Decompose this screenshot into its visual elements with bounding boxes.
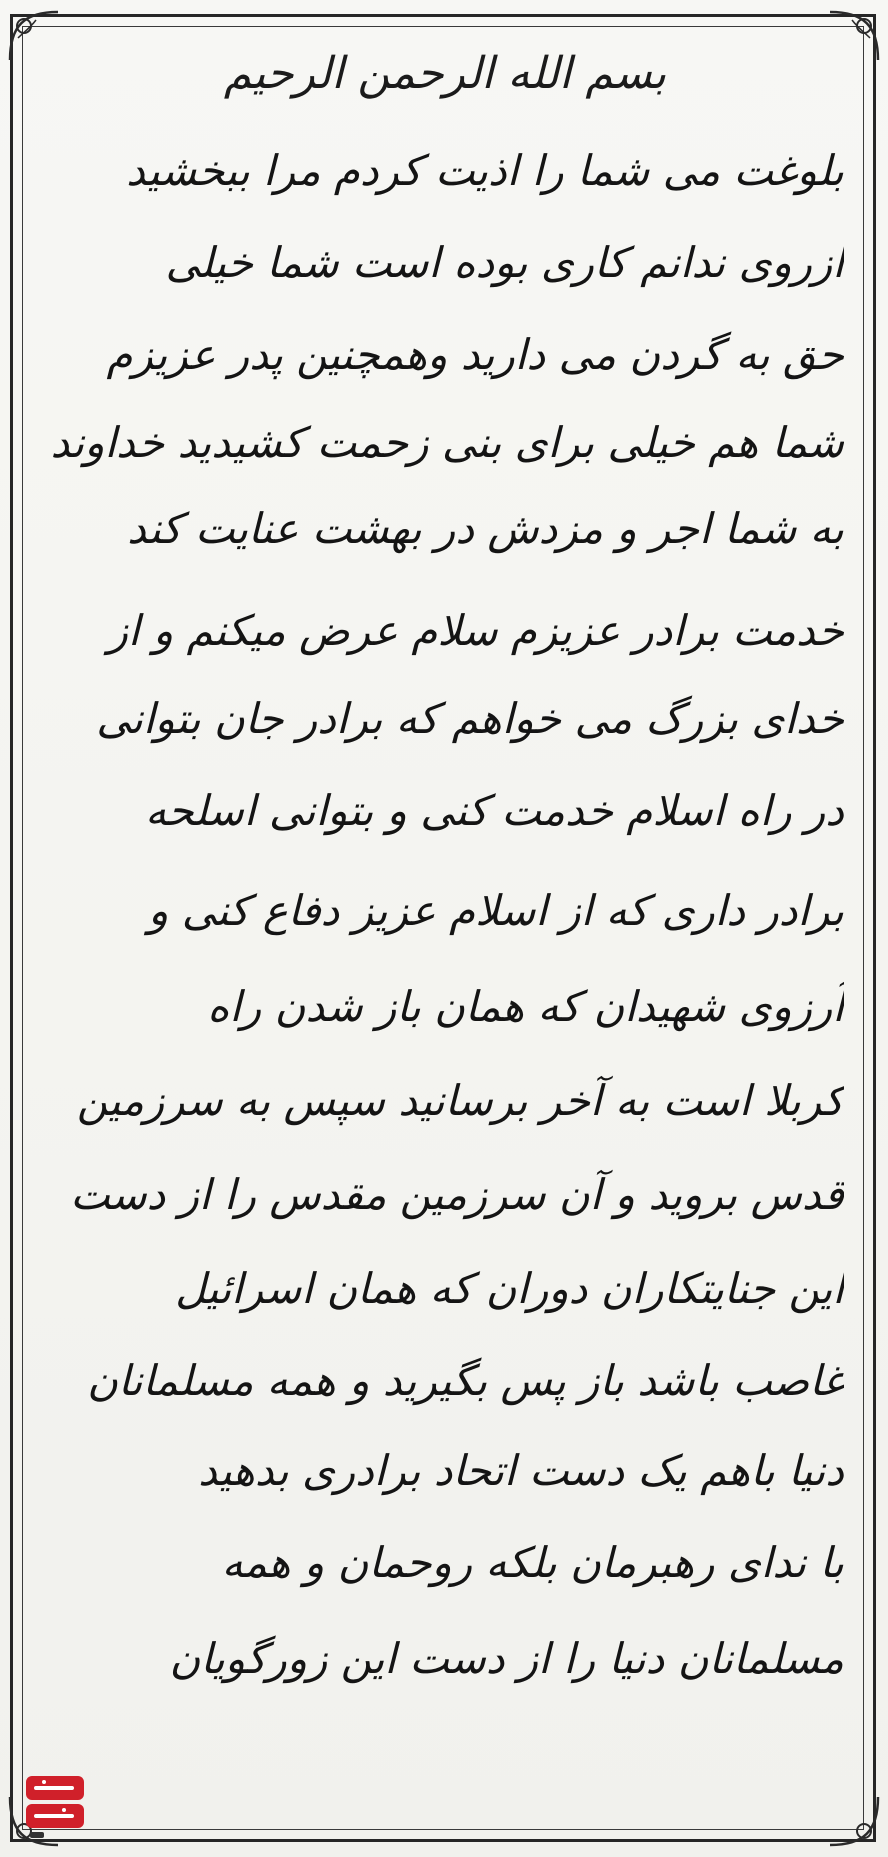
letter-line: به شما اجر و مزدش در بهشت عنایت کند — [127, 504, 844, 553]
basmala-heading: بسم الله الرحمن الرحیم — [223, 48, 667, 99]
letter-line: قدس بروید و آن سرزمین مقدس را از دست — [70, 1170, 844, 1219]
handwritten-letter — [40, 28, 850, 1768]
letter-line: کربلا است به آخر برسانید سپس به سرزمین — [76, 1076, 844, 1125]
navid-shahed-logo-icon — [22, 1770, 90, 1840]
letter-line: شما هم خیلی برای بنی زحمت کشیدید خداوند — [50, 418, 844, 467]
letter-line: غاصب باشد باز پس بگیرید و همه مسلمانان — [87, 1356, 844, 1405]
letter-line: حق به گردن می دارید وهمچنین پدر عزیزم — [106, 330, 844, 379]
letter-line: برادر داری که از اسلام عزیز دفاع کنی و — [148, 886, 844, 935]
letter-line: دنیا باهم یک دست اتحاد برادری بدهید — [198, 1446, 844, 1495]
letter-line: خدمت برادر عزیزم سلام عرض میکنم و از — [107, 606, 844, 655]
letter-line: مسلمانان دنیا را از دست این زورگویان — [169, 1634, 844, 1683]
letter-line: بلوغت می شما را اذیت کردم مرا ببخشید — [126, 146, 844, 195]
letter-line: خدای بزرگ می خواهم که برادر جان بتوانی — [96, 694, 844, 743]
letter-line: در راه اسلام خدمت کنی و بتوانی اسلحه — [145, 786, 844, 835]
letter-line: آرزوی شهیدان که همان باز شدن راه — [207, 982, 844, 1031]
letter-line: ازروی ندانم کاری بوده است شما خیلی — [165, 238, 844, 287]
letter-line: این جنایتکاران دوران که همان اسرائیل — [175, 1264, 844, 1313]
corner-ornament-icon — [824, 1791, 884, 1851]
letter-line: با ندای رهبرمان بلکه روحمان و همه — [221, 1538, 844, 1587]
